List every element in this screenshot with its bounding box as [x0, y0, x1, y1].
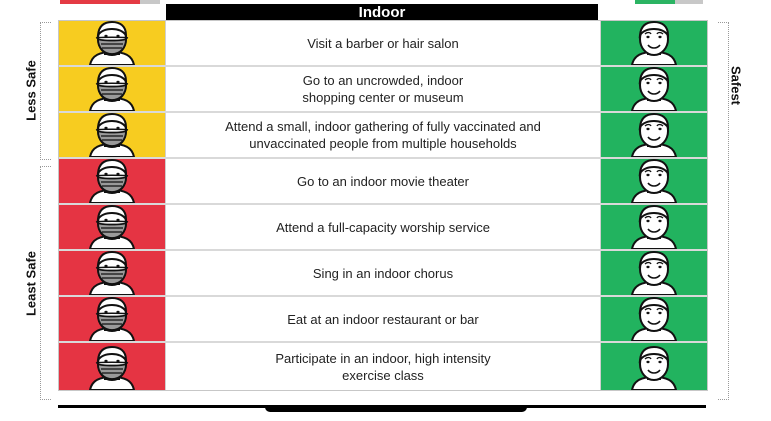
masked-face-icon	[84, 297, 140, 341]
masked-face-icon	[84, 113, 140, 157]
activity-label: Sing in an indoor chorus	[312, 265, 454, 281]
previous-section-right-divider-stub	[675, 0, 703, 4]
activity-label: Visit a barber or hair salon	[307, 35, 459, 51]
activity-row	[59, 159, 707, 205]
activity-row	[59, 67, 707, 113]
safest-cell	[600, 251, 707, 295]
activity-label: Attend a full-capacity worship service	[276, 219, 490, 235]
smiling-face-icon	[626, 159, 682, 203]
smiling-face-icon	[626, 113, 682, 157]
least-safe-label: Least Safe	[23, 250, 39, 317]
masked-face-icon	[84, 21, 140, 65]
smiling-face-icon	[626, 67, 682, 111]
less-safe-cell	[59, 67, 166, 111]
section-title: Indoor	[166, 4, 598, 21]
previous-section-left-stub	[60, 0, 140, 4]
bottom-tab	[265, 406, 527, 412]
masked-face-icon	[84, 251, 140, 295]
masked-face-icon	[84, 159, 140, 203]
safest-bracket	[718, 22, 729, 400]
smiling-face-icon	[626, 346, 682, 390]
masked-face-icon	[84, 67, 140, 111]
activity-label: Attend a small, indoor gathering of fully vaccinated and unvaccinated people from multiple households	[225, 119, 541, 151]
less-safe-bracket	[40, 22, 51, 160]
activity-row	[59, 343, 707, 390]
less-safe-cell	[59, 113, 166, 157]
activity-row	[59, 205, 707, 251]
safest-cell	[600, 67, 707, 111]
previous-section-right-stub	[635, 0, 675, 4]
less-safe-cell	[59, 21, 166, 65]
previous-section-divider-stub	[140, 0, 160, 4]
least-safe-cell	[59, 251, 166, 295]
activity-row	[59, 251, 707, 297]
safest-cell	[600, 297, 707, 341]
activity-label: Go to an uncrowded, indoor shopping center or museum	[302, 73, 464, 105]
activity-row	[59, 113, 707, 159]
safest-cell	[600, 21, 707, 65]
safest-cell	[600, 113, 707, 157]
activity-row	[59, 297, 707, 343]
least-safe-cell	[59, 343, 166, 390]
safest-label: Safest	[728, 65, 744, 106]
activity-table	[58, 20, 708, 391]
activity-row	[59, 21, 707, 67]
smiling-face-icon	[626, 297, 682, 341]
safest-cell	[600, 205, 707, 249]
least-safe-bracket	[40, 166, 51, 400]
activity-label: Participate in an indoor, high intensity exercise class	[275, 350, 491, 383]
least-safe-cell	[59, 297, 166, 341]
safest-cell	[600, 343, 707, 390]
smiling-face-icon	[626, 205, 682, 249]
activity-label: Eat at an indoor restaurant or bar	[287, 311, 479, 327]
smiling-face-icon	[626, 21, 682, 65]
safest-cell	[600, 159, 707, 203]
masked-face-icon	[84, 346, 140, 390]
activity-label: Go to an indoor movie theater	[297, 173, 469, 189]
masked-face-icon	[84, 205, 140, 249]
least-safe-cell	[59, 205, 166, 249]
less-safe-label: Less Safe	[23, 60, 39, 121]
smiling-face-icon	[626, 251, 682, 295]
least-safe-cell	[59, 159, 166, 203]
